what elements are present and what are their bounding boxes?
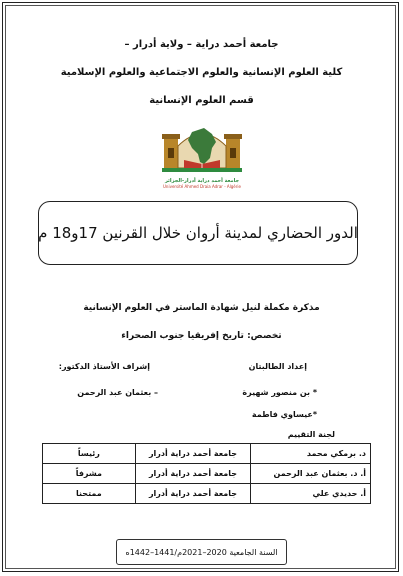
committee-table xyxy=(42,443,371,504)
students-heading: إعداد الطالبتان xyxy=(248,362,307,371)
supervisor-heading: إشراف الأستاذ الدكتور: xyxy=(58,362,150,371)
academic-year-box xyxy=(116,539,287,565)
university-name: جامعة أحمد دراية – ولاية أدرار – xyxy=(124,39,279,50)
thesis-title: الدور الحضاري لمدينة أروان خلال القرنين 17و18 م xyxy=(38,224,358,242)
member-role: ممتحنا xyxy=(43,484,136,504)
member-name: أ. حديدي علي xyxy=(251,484,371,504)
student-name: *عيساوي فاطمة xyxy=(251,410,317,419)
logo-caption-french: Université Ahmed Draia Adrar - Algérie xyxy=(163,184,241,189)
specialty-text: تخصص: تاريخ إفريقيا جنوب الصحراء xyxy=(121,331,282,341)
table-row xyxy=(43,444,371,464)
member-name: أ. د. بعثمان عبد الرحمن xyxy=(251,464,371,484)
memo-text: مذكرة مكملة لنيل شهادة الماستر في العلوم الإنسانية xyxy=(83,303,320,313)
logo-caption-arabic: جامعة أحمد دراية أدرار-الجزائر xyxy=(164,178,240,184)
member-university: جامعة أحمد دراية أدرار xyxy=(135,464,251,484)
table-row xyxy=(43,484,371,504)
college-name: كلية العلوم الإنسانية والعلوم الاجتماعية والعلوم الإسلامية xyxy=(60,67,343,78)
department-name: قسم العلوم الإنسانية xyxy=(149,95,254,106)
university-seal-icon xyxy=(158,118,246,188)
member-name: د. برمكي محمد xyxy=(251,444,371,464)
member-role: مشرفاً xyxy=(43,464,136,484)
member-university: جامعة أحمد دراية أدرار xyxy=(135,484,251,504)
table-row xyxy=(43,464,371,484)
thesis-title-box xyxy=(38,201,358,265)
student-name: * بن منصور شهيرة xyxy=(242,388,317,397)
member-university: جامعة أحمد دراية أدرار xyxy=(135,444,251,464)
committee-heading: لجنة التقييم xyxy=(287,430,335,439)
member-role: رئيساً xyxy=(43,444,136,464)
academic-year: السنة الجامعية 2020–2021م/1441–1442ه xyxy=(125,547,278,557)
supervisor-name: – بعثمان عبد الرحمن xyxy=(77,388,158,397)
